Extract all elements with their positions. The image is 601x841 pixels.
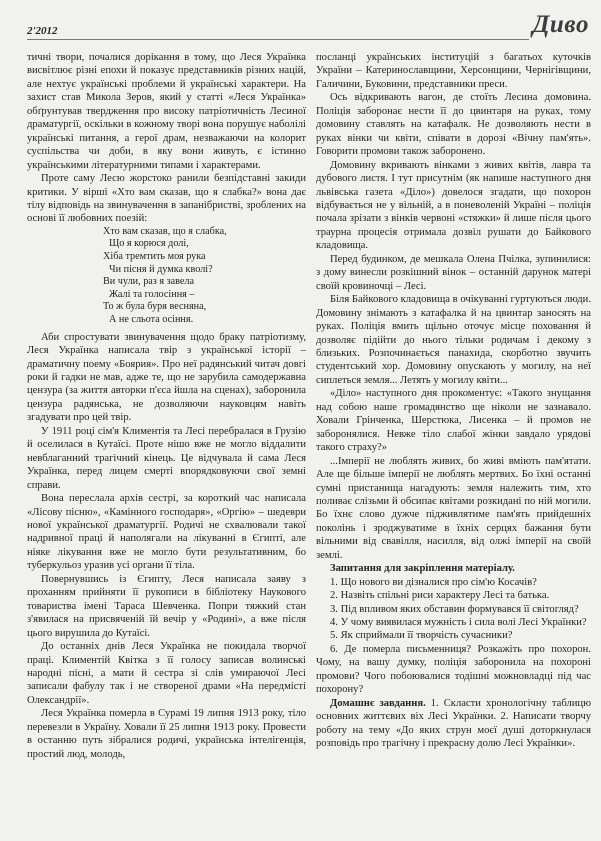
paragraph: Вона переслала архів сестрі, за короткий час написала «Лісову пісню», «Камінного господаря», «Оргію» – шедеври нової української драматургії. Родичі не схвалювали такої надривної праці й наполягали на лікуванні в Єгипті, але ніяке лікування вже не могло бути результативним, бо туберкульоз уразив усі органи її тіла. (27, 493, 306, 572)
poem-line: Що я корюся долі, (109, 238, 189, 250)
paragraph: Повернувшись із Єгипту, Леся написала заяву з проханням прийняти її рукописи в бібліотеку Наукового товариства імені Тараса Шевченка. Попри тяжкий стан з'явилася на присвяченій їй вечір у «Родині», а вже після цього вирушила до Кутаїсі. (27, 573, 306, 639)
question-item: 1. Що нового ви дізналися про сім'ю Косачів? (330, 576, 537, 588)
paragraph: ...Імперії не люблять живих, бо живі вміють пам'ятати. Але ще більше імперії не люблять мертвих. Бо їхні останні сумні пристанища нагадують: земля належить тим, хто поливає слізьми й обсипає квітами розкидані по ній могили. Бо їхнє слово дужче підживлятиме пам'ять прийдешніх поколінь і зроджуватиме в їхніх серцях бажання бути вільними від свавілля, насилля, від олжі імперії на своїй землі. (316, 455, 591, 561)
poem-line: Хто вам сказав, що я слабка, (103, 225, 227, 237)
left-column (27, 51, 306, 837)
paragraph: До останніх днів Леся Українка не покидала творчої праці. Климентій Квітка з її голосу записав волинські народні пісні, а мати й сестра зі слів умираючої Лесі записали фабулу так і не створеної драми «На передмісті Олександрії». (27, 641, 306, 706)
question-item: 4. У чому виявилася мужність і сила волі Лесі Українки? (330, 617, 587, 629)
newspaper-quote: «Діло» наступного дня прокоментує: «Такого знущання над собою наше громадянство ще ніколи не зазнавало. Ховали Грінченка, Шерстюка, Лисенка – й промов не заборонялися. Невже тіло слабої жінки завдало урядові такого страху?» (316, 388, 591, 454)
poem-line: А не сльота осіння. (109, 314, 194, 326)
homework-text: 1. Скласти хронологічну таблицю основних життєвих віх Лесі Українки. 2. Написати творчу роботу на тему «До яких струн моєї душі доторкнулася розповідь про трагічну і прекрасну долю Лесі Українки». (316, 697, 591, 750)
poem-quote (103, 226, 306, 327)
questions-list (316, 576, 591, 697)
homework-paragraph (316, 697, 591, 751)
paragraph: Проте саму Лесю жорстоко ранили безпідставні закиди критики. У вірші «Хто вам сказав, що я слабка?» вона дає тілу відповідь на звинувачення в запанібристві, зроблених на основі її любовних поезій: (27, 173, 306, 225)
homework-label: Домашнє завдання. (330, 697, 426, 709)
magazine-logo: Дивo (532, 11, 589, 38)
question-item: 6. Де померла письменниця? Розкажіть про похорон. Чому, на вашу думку, поліція заборонила на похороні промови? Чого побоювалися тодішні можновладці під час похорону? (316, 643, 591, 696)
paragraph: Аби спростувати звинувачення щодо браку патріотизму, Леся Українка написала твір з української історії – драматичну поему «Боярия». Про неї радянський читач довгі роки й гадки не мав, адже те, що не зарубила самодержавна цензура (за життя авторки п'єса йшла на сценах), заборонила цензура радянська, не дозволяючи науковцям навіть згадувати про цей твір. (27, 331, 306, 424)
article-body (27, 51, 591, 837)
paragraph: посланці українських інституцій з багатьох куточків України – Катеринославщини, Херсонщини, Чернігівщини, Галичини, Буковини, представники преси. (316, 52, 591, 90)
poem-line: Чи пісня й думка кволі? (109, 263, 213, 275)
paragraph: Ось відкривають вагон, де стоїть Лесина домовина. Поліція заборонає нести її до цвинтаря на руках, тому домовину ставлять на катафалк. Не дозволяють нести в руках вінки чи квіти, співати в дорозі «Вічну пам'ять». Говорити промови також заборонено. (316, 92, 591, 158)
poem-line: Жалі та голосіння – (109, 288, 195, 300)
right-column (316, 51, 591, 837)
issue-number: 2'2012 (27, 25, 58, 37)
questions-heading: Запитання для закріплення матеріалу. (330, 563, 515, 575)
question-item: 2. Назвіть спільні риси характеру Лесі та батька. (330, 590, 550, 602)
poem-line: То ж була буря весняна, (103, 301, 207, 313)
paragraph: Домовину вкривають вінками з живих квітів, лавра та дубового листя. І тут присутнім (як напише наступного дня львівська газета «Діло») довелося згадати, що похорон відбувається не у вільній, а в поневоленій Україні – поліція почала зрізати з вінків червоні «стяжки» й лише після цього траурна процесія отримала дозвіл рушати до Байкового кладовища. (316, 159, 591, 252)
paragraph: Леся Українка померла в Сурамі 19 липня 1913 року, тіло перевезли в Україну. Ховали її 25 липня 1913 року. Провести в останню путь зібралися родичі, українська інтелігенція, простий люд, молодь, (27, 708, 306, 760)
poem-line: Ви чули, раз я завела (103, 276, 195, 288)
question-item: 3. Під впливом яких обставин формувався її світогляд? (330, 603, 579, 615)
header-rule (27, 39, 529, 40)
page-header (27, 11, 591, 48)
paragraph: тичні твори, почалися дорікання в тому, що Леся Українка висвітлює різні епохи й показує представників різних націй, але нехтує українські проблеми й українські характери. На захист став Микола Зеров, який у статті «Леся Українка» обґрунтував твердження про високу патріотичність Лесиної драматургії, оскільки в кожному творі вона порушує наболілі українські питання, а герої драм, незважаючи на колорит суспільства чи доби, в яку вони живуть, є істинно українськими літературними типами і характерами. (27, 52, 306, 171)
paragraph: Біля Байкового кладовища в очікуванні гуртуються люди. Домовину знімають з катафалка й на цвинтар заносять на руках. Поліція вмить щільно оточує місце поховання й дозволяє підійти до нього тільки родичам і декому з близьких. Розпочинається панахида, скорботно звучить студентський хор. Домовину опускають у могилу, на неї сиплеться земля... Летять у могилу квіти... (316, 294, 591, 386)
paragraph: У 1911 році сім'я Климентія та Лесі перебралася в Грузію й оселилася в Кутаїсі. Проте нішо вже не могло віддалити невблаганний трагічний кінець. Це відчувала й сама Леся Українка, перед лицем смерті впорядковуючи свої земні справи. (27, 425, 306, 491)
question-item: 5. Як сприймали її творчість сучасники? (330, 630, 513, 642)
paragraph: Перед будинком, де мешкала Олена Пчілка, зупинилися: з дому винесли розкішний вінок – останній дарунок матері своїй кровиночці – Лесі. (316, 253, 591, 292)
poem-line: Хіба тремтить моя рука (103, 251, 206, 263)
